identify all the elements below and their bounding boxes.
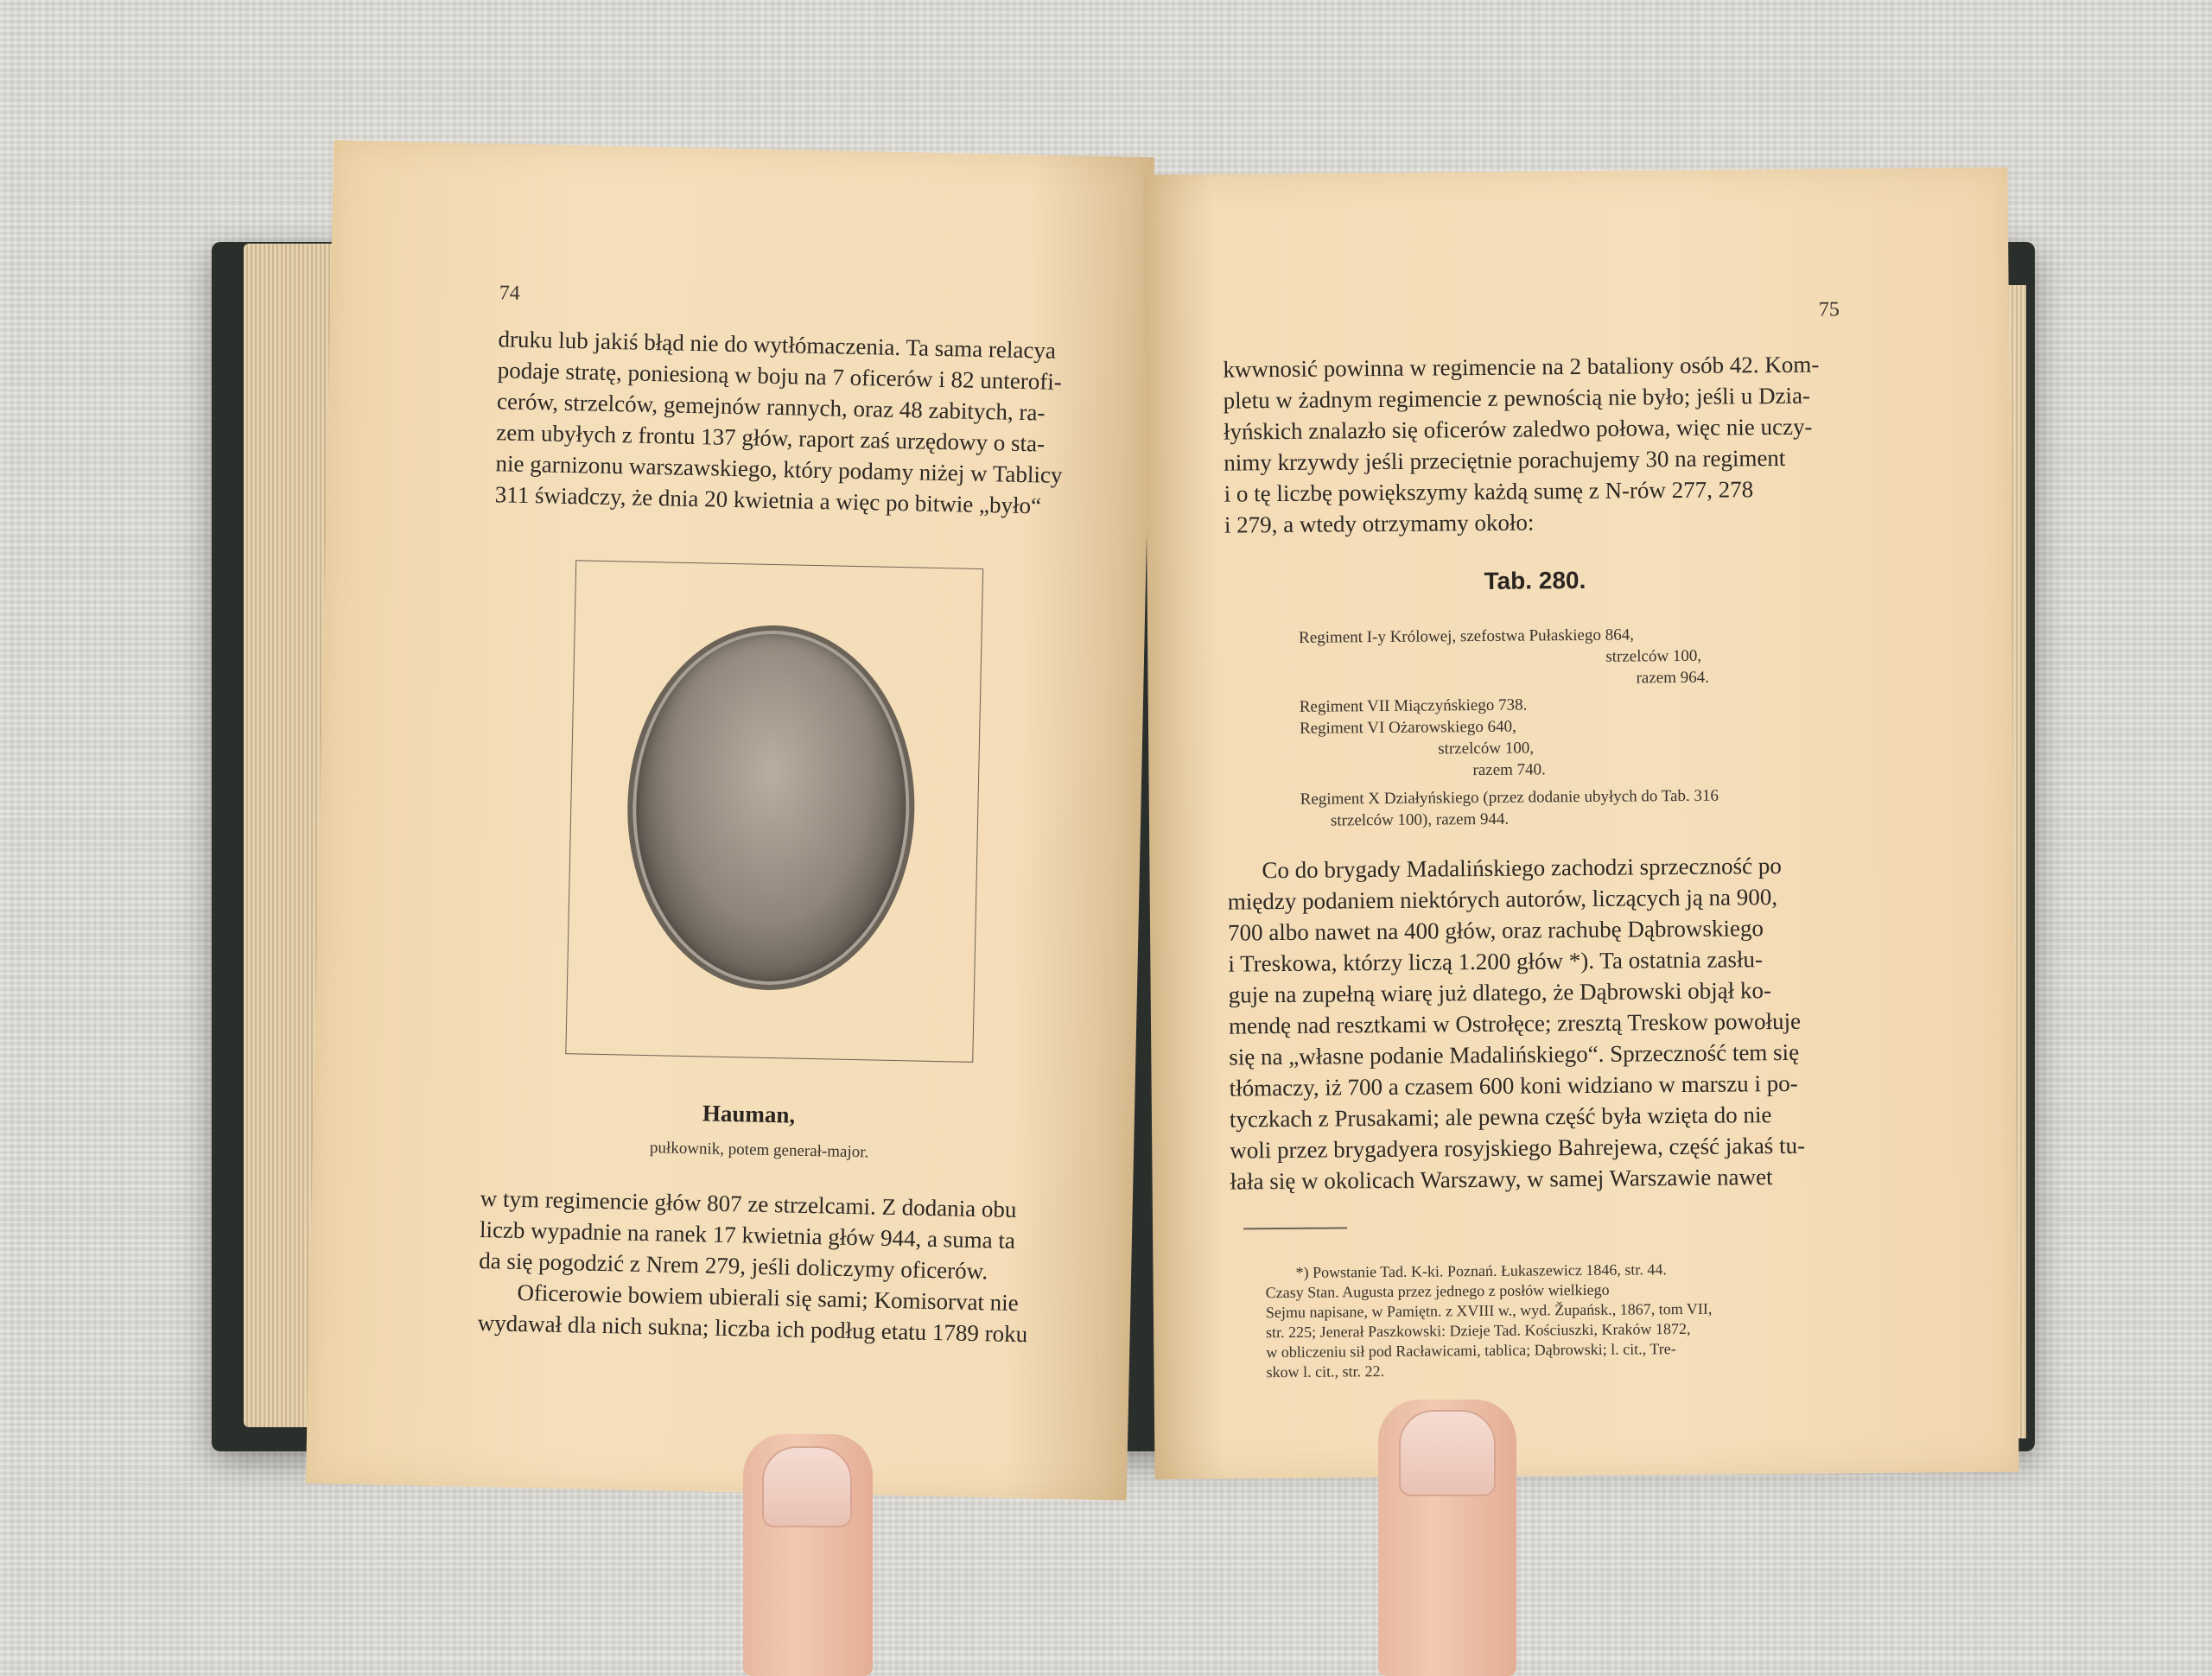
footnote-line: Sejmu napisane, w Pamiętn. z XVIII w., wyd. Župańsk., 1867, tom VII, xyxy=(1265,1299,1713,1322)
left-text-line: da się pogodzić z Nrem 279, jeśli doliczymy oficerów. xyxy=(478,1247,988,1285)
right-text-line: 700 albo nawet na 400 głów, oraz rachubę Dąbrowskiego xyxy=(1227,915,1764,946)
left-text-line: wydawał dla nich sukna; liczba ich podług etatu 1789 roku xyxy=(477,1310,1028,1348)
right-text-line: i o tę liczbę powiększymy każdą sumę z N-rów 277, 278 xyxy=(1224,476,1754,507)
right-text-line: i Treskowa, którzy liczą 1.200 głów *). Ta ostatnia zasłu- xyxy=(1228,946,1764,977)
right-text-line: nimy krzywdy jeśli przeciętnie porachujemy 30 na regiment xyxy=(1224,444,1786,476)
left-text-line: zem ubyłych z frontu 137 głów, raport zaś urzędowy o sta- xyxy=(496,419,1046,457)
footnote-rule xyxy=(1243,1227,1347,1229)
left-text-line: cerów, strzelców, gemejnów rannych, oraz 48 zabitych, ra- xyxy=(496,388,1046,426)
right-text-line: kwwnosić powinna w regimencie na 2 bataliony osób 42. Kom- xyxy=(1223,351,1820,383)
footnote-line: Czasy Stan. Augusta przez jednego z posłów wielkiego xyxy=(1265,1280,1610,1302)
left-page xyxy=(306,140,1154,1501)
right-text-line: tłómaczy, iż 700 a czasem 600 koni widziano w marszu i po- xyxy=(1229,1070,1798,1101)
left-fingernail xyxy=(762,1446,852,1527)
table-line: strzelców 100), razem 944. xyxy=(1330,809,1510,830)
left-text-line: podaje stratę, poniesioną w boju na 7 oficerów i 82 unterofi- xyxy=(497,357,1063,395)
portrait-frame xyxy=(565,560,983,1063)
table-line: Regiment I-y Królowej, szefostwa Pułaskiego 864, xyxy=(1299,625,1635,647)
right-text-line: mendę nad resztkami w Ostrołęce; zresztą Treskow powołuje xyxy=(1228,1007,1802,1039)
right-text-line: między podaniem niektórych autorów, liczących ją na 900, xyxy=(1227,884,1778,915)
left-finger xyxy=(743,1434,873,1676)
right-text-line: łała się w okolicach Warszawy, w samej Warszawie nawet xyxy=(1230,1164,1773,1195)
left-text-line: nie garnizonu warszawskiego, który podamy niżej w Tablicy xyxy=(495,450,1063,488)
portrait-caption-subtitle: pułkownik, potem generał-major. xyxy=(649,1139,869,1162)
right-text-line: guje na zupełną wiarę już dlatego, że Dąbrowski objął ko- xyxy=(1228,977,1772,1008)
left-text-line: Oficerowie bowiem ubierali się sami; Komisorvat nie xyxy=(517,1279,1020,1317)
right-page-number: 75 xyxy=(1818,298,1840,321)
left-text-line: druku lub jakiś błąd nie do wytłómaczenia. Ta sama relacya xyxy=(498,326,1057,364)
right-fingernail xyxy=(1399,1410,1496,1496)
footnote-line: skow l. cit., str. 22. xyxy=(1266,1362,1385,1381)
portrait-caption-name: Hauman, xyxy=(702,1100,796,1128)
footnote-line: str. 225; Jenerał Paszkowski: Dzieje Tad. Kościuszki, Kraków 1872, xyxy=(1266,1319,1691,1342)
right-page xyxy=(1143,168,2018,1480)
table-title: Tab. 280. xyxy=(1484,566,1586,594)
right-text-line: tyczkach z Prusakami; ale pewna część była wzięta do nie xyxy=(1229,1101,1772,1133)
table-line: razem 964. xyxy=(1636,668,1710,688)
left-text-line: w tym regimencie głów 807 ze strzelcami. Z dodania obu xyxy=(480,1185,1017,1223)
portrait-image xyxy=(624,623,918,994)
right-text-line: i 279, a wtedy otrzymamy około: xyxy=(1224,509,1535,538)
table-line: razem 740. xyxy=(1472,760,1546,780)
right-text-line: łyńskich znalazło się oficerów zaledwo połowa, więc nie uczy- xyxy=(1223,413,1813,445)
left-page-number: 74 xyxy=(499,282,520,305)
table-line: Regiment VII Miączyńskiego 738. xyxy=(1299,695,1528,716)
right-text-line: się na „własne podanie Madalińskiego“. Sprzeczność tem się xyxy=(1229,1038,1800,1070)
table-line: Regiment VI Ożarowskiego 640, xyxy=(1299,717,1516,738)
left-text-line: 311 świadczy, że dnia 20 kwietnia a więc po bitwie „było“ xyxy=(494,481,1042,519)
footnote-line: w obliczeniu sił pod Racławicami, tablica; Dąbrowski; l. cit., Tre- xyxy=(1266,1340,1676,1362)
right-text-line: pletu w żadnym regimencie z pewnością nie było; jeśli u Dzia- xyxy=(1223,382,1811,414)
table-line: Regiment X Działyńskiego (przez dodanie ubyłych do Tab. 316 xyxy=(1300,786,1719,809)
right-finger xyxy=(1378,1400,1516,1676)
table-line: strzelców 100, xyxy=(1438,739,1535,759)
right-text-line: woli przez brygadyera rosyjskiego Bahrejewa, część jakaś tu- xyxy=(1230,1132,1806,1164)
right-text-line: Co do brygady Madalińskiego zachodzi sprzeczność po xyxy=(1262,852,1782,884)
table-line: strzelców 100, xyxy=(1605,646,1702,666)
left-text-line: liczb wypadnie na ranek 17 kwietnia głów 944, a suma ta xyxy=(479,1216,1016,1254)
footnote-line: *) Powstanie Tad. K-ki. Poznań. Łukaszewicz 1846, str. 44. xyxy=(1295,1260,1667,1281)
